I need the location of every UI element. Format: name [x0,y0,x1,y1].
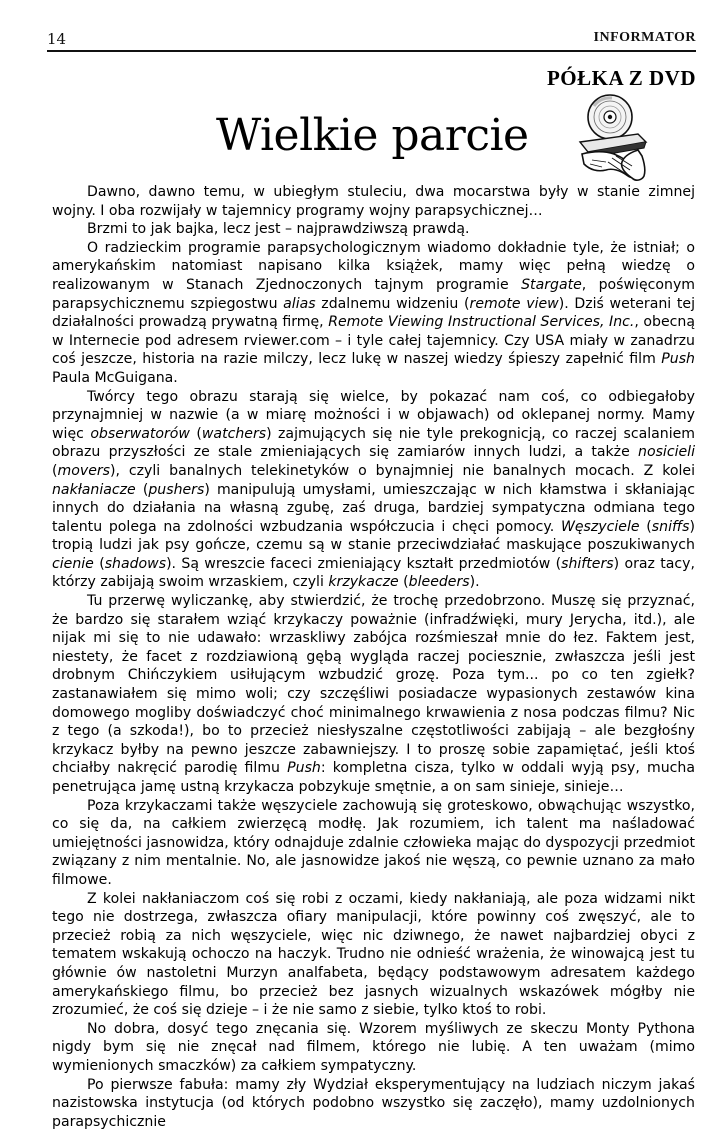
text-run: ). [470,574,480,590]
text-run: Dawno, dawno temu, w ubiegłym stuleciu, dwa mocarstwa były w stanie zimnej wojny. I oba rozwijały w tajemnicy programy wojny parapsychicznej… [52,184,695,219]
text-run: Tu przerwę wyliczankę, aby stwierdzić, że trochę przedobrzono. Muszę się przyznać, że bardzo się starałem wziąć krzykaczy poważnie (infradźwięki, mury Jerycha, itd.), ale nijak mi się to nie udawało: wrzaskliwy zabójca rozśmieszał mnie do łez. Faktem jest, niestety, że facet z rozdziawioną gębą wygląda raczej pociesznie, zwłaszcza jeśli jest drobnym Chińczykiem usiłującym wzbudzić grozę. Poza tym... po co ten zgiełk? zastanawiałem się mimo woli; czy szczęśliwi posiadacze wypasionych zestawów kina domowego mogliby doświadczyć choć minimalnego krwawienia z nosa podczas filmu? Nic z tego (a szkoda!), bo to przecież niesłyszalne częstotliwości zabijają – ale bezgłośny krzykacz byłby na pewno jeszcze zabawniejszy. I to proszę sobie zapamiętać, jeśli ktoś chciałby nakręcić parodię filmu [52,593,695,776]
text-run: ( [52,463,58,479]
article-paragraph [52,388,695,593]
text-run: ), czyli banalnych telekinetyków o bynajmniej nie banalnych mocach. Z kolei [110,463,695,479]
text-run: Po pierwsze fabuła: mamy zły Wydział eksperymentujący na ludziach niczym jakaś nazistowska instytucja (od których podobno wszystko się zaczęło), mamy uzdolnionych parapsychicznie [52,1077,695,1130]
article-paragraph [52,1020,695,1076]
italic-text-run: remote view [470,296,559,312]
italic-text-run: shifters [561,556,614,572]
italic-text-run: cienie [52,556,94,572]
italic-text-run: Push [661,351,695,367]
article-paragraph [52,220,695,239]
text-run: Z kolei nakłaniaczom coś się robi z oczami, kiedy nakłaniają, ale poza widzami nikt tego nie dostrzega, zwłaszcza ofiary manipulacji, które powinny coś zwęszyć, ale to przecież robią za nich węszyciele, więc nic dziwnego, że nawet najbardziej obyci z tematem wskakują ochoczo na haczyk. Trudno nie odnieść wrażenia, że winowajcą jest tu głównie ów nastoletni Murzyn analfabeta, będący podstawowym adresatem każdego amerykańskiego filmu, bo przecież bez jasnych wizualnych wskazówek mógłby nie zrozumieć, że coś się dzieje – i że nie samo z siebie, tylko ktoś to robi. [52,891,695,1019]
article-paragraph [52,239,695,388]
italic-text-run: Stargate [521,277,582,293]
text-run: : kompletna cisza, tylko w oddali wyją psy, mucha penetrująca jamę ustną krzykacza pobzykuje smętnie, a on sam sinieje, sinieje… [52,760,695,795]
text-run: ( [190,426,202,442]
article-paragraph [52,1076,695,1131]
section-title: PÓŁKA Z DVD [547,66,696,91]
text-run: ). Są wreszcie faceci zmieniający kształt przedmiotów ( [166,556,561,572]
italic-text-run: nakłaniacze [52,482,136,498]
italic-text-run: Push [287,760,321,776]
italic-text-run: krzykacze [328,574,398,590]
text-run: , poświęconym parapsychicznemu szpiegostwu [52,277,695,312]
text-run: ( [94,556,105,572]
italic-text-run: movers [58,463,111,479]
text-run: , obecną w Internecie pod adresem rviewer.com – i tyle całej tajemnicy. Czy USA miały w zanadrzu coś jeszcze, historia na razie milczy, lecz lukę w naszej wiedzy śpieszy zapełnić film [52,314,695,367]
article-paragraph [52,890,695,1020]
text-run: ) zajmujących się nie tyle prekognicją, co raczej scalaniem obrazu przyszłości ze stale zmieniających się zamiarów innych ludzi, a także [52,426,695,461]
article-paragraph [52,797,695,890]
article-paragraph [52,183,695,220]
italic-text-run: sniffs [652,519,690,535]
italic-text-run: nosicieli [638,444,695,460]
italic-text-run: alias [283,296,315,312]
text-run: Brzmi to jak bajka, lecz jest – najprawdziwszą prawdą. [87,221,470,237]
text-run: ( [640,519,652,535]
text-run: zdalnemu widzeniu ( [316,296,470,312]
text-run: No dobra, dosyć tego znęcania się. Wzorem myśliwych ze skeczu Monty Pythona nigdy bym się nie znęcał nad filmem, którego nie lubię. A ten uważam (mimo wymienionych smaczków) za całkiem sympatyczny. [52,1021,695,1074]
article-body [52,183,695,1131]
italic-text-run: watchers [202,426,266,442]
text-run: Paula McGuigana. [52,370,178,386]
article-headline: Wielkie parcie [216,110,529,161]
italic-text-run: obserwatorów [90,426,190,442]
text-run: ( [136,482,149,498]
text-run: ) oraz tacy, którzy zabijają swoim wrzaskiem, czyli [52,556,695,591]
page-number: 14 [47,30,66,48]
text-run: Twórcy tego obrazu starają się wielce, by pokazać nam coś, co odbiegałoby przynajmniej w nazwie (a w miarę możności i w objawach) od oklepanej normy. Mamy więc [52,389,695,442]
italic-text-run: Remote Viewing Instructional Services, Inc. [328,314,634,330]
italic-text-run: bleeders [409,574,470,590]
publication-title: INFORMATOR [594,30,696,46]
header-rule [47,50,696,52]
text-run: ( [399,574,409,590]
text-run: Poza krzykaczami także węszyciele zachowują się groteskowo, obwąchując wszystko, co się da, na całkiem zwierzęcą modłę. Jak rozumiem, ich talent ma naśladować umiejętności jasnowidza, który odnajduje zdalnie człowieka mając do dyspozycji przedmiot związany z nim mentalnie. No, ale jasnowidze jakoś nie węszą, co pewnie uznano za mało filmowe. [52,798,695,888]
article-paragraph [52,592,695,797]
italic-text-run: pushers [148,482,204,498]
hands-holding-dvd-icon [572,92,652,184]
italic-text-run: Węszyciele [561,519,640,535]
italic-text-run: shadows [105,556,166,572]
text-run: O radzieckim programie parapsychologicznym wiadomo dokładnie tyle, że istniał; o amerykańskim natomiast napisano kilka książek, mamy więc pełną wiedzę o realizowanym w Stanach Zjednoczonych tajnym programie [52,240,695,293]
text-run: ) tropią ludzi jak psy gończe, czemu są w stanie przeciwdziałać maskujące poszukiwanych [52,519,695,554]
text-run: ) manipulują umysłami, umieszczając w nich kłamstwa i skłaniając innych do działania na własną zgubę, zaś druga, bardziej sympatyczna odmiana tego talentu polega na zdolności wzbudzania współczucia i chęci pomocy. [52,482,695,535]
text-run: ). Dziś weterani tej działalności prowadzą prywatną firmę, [52,296,695,331]
